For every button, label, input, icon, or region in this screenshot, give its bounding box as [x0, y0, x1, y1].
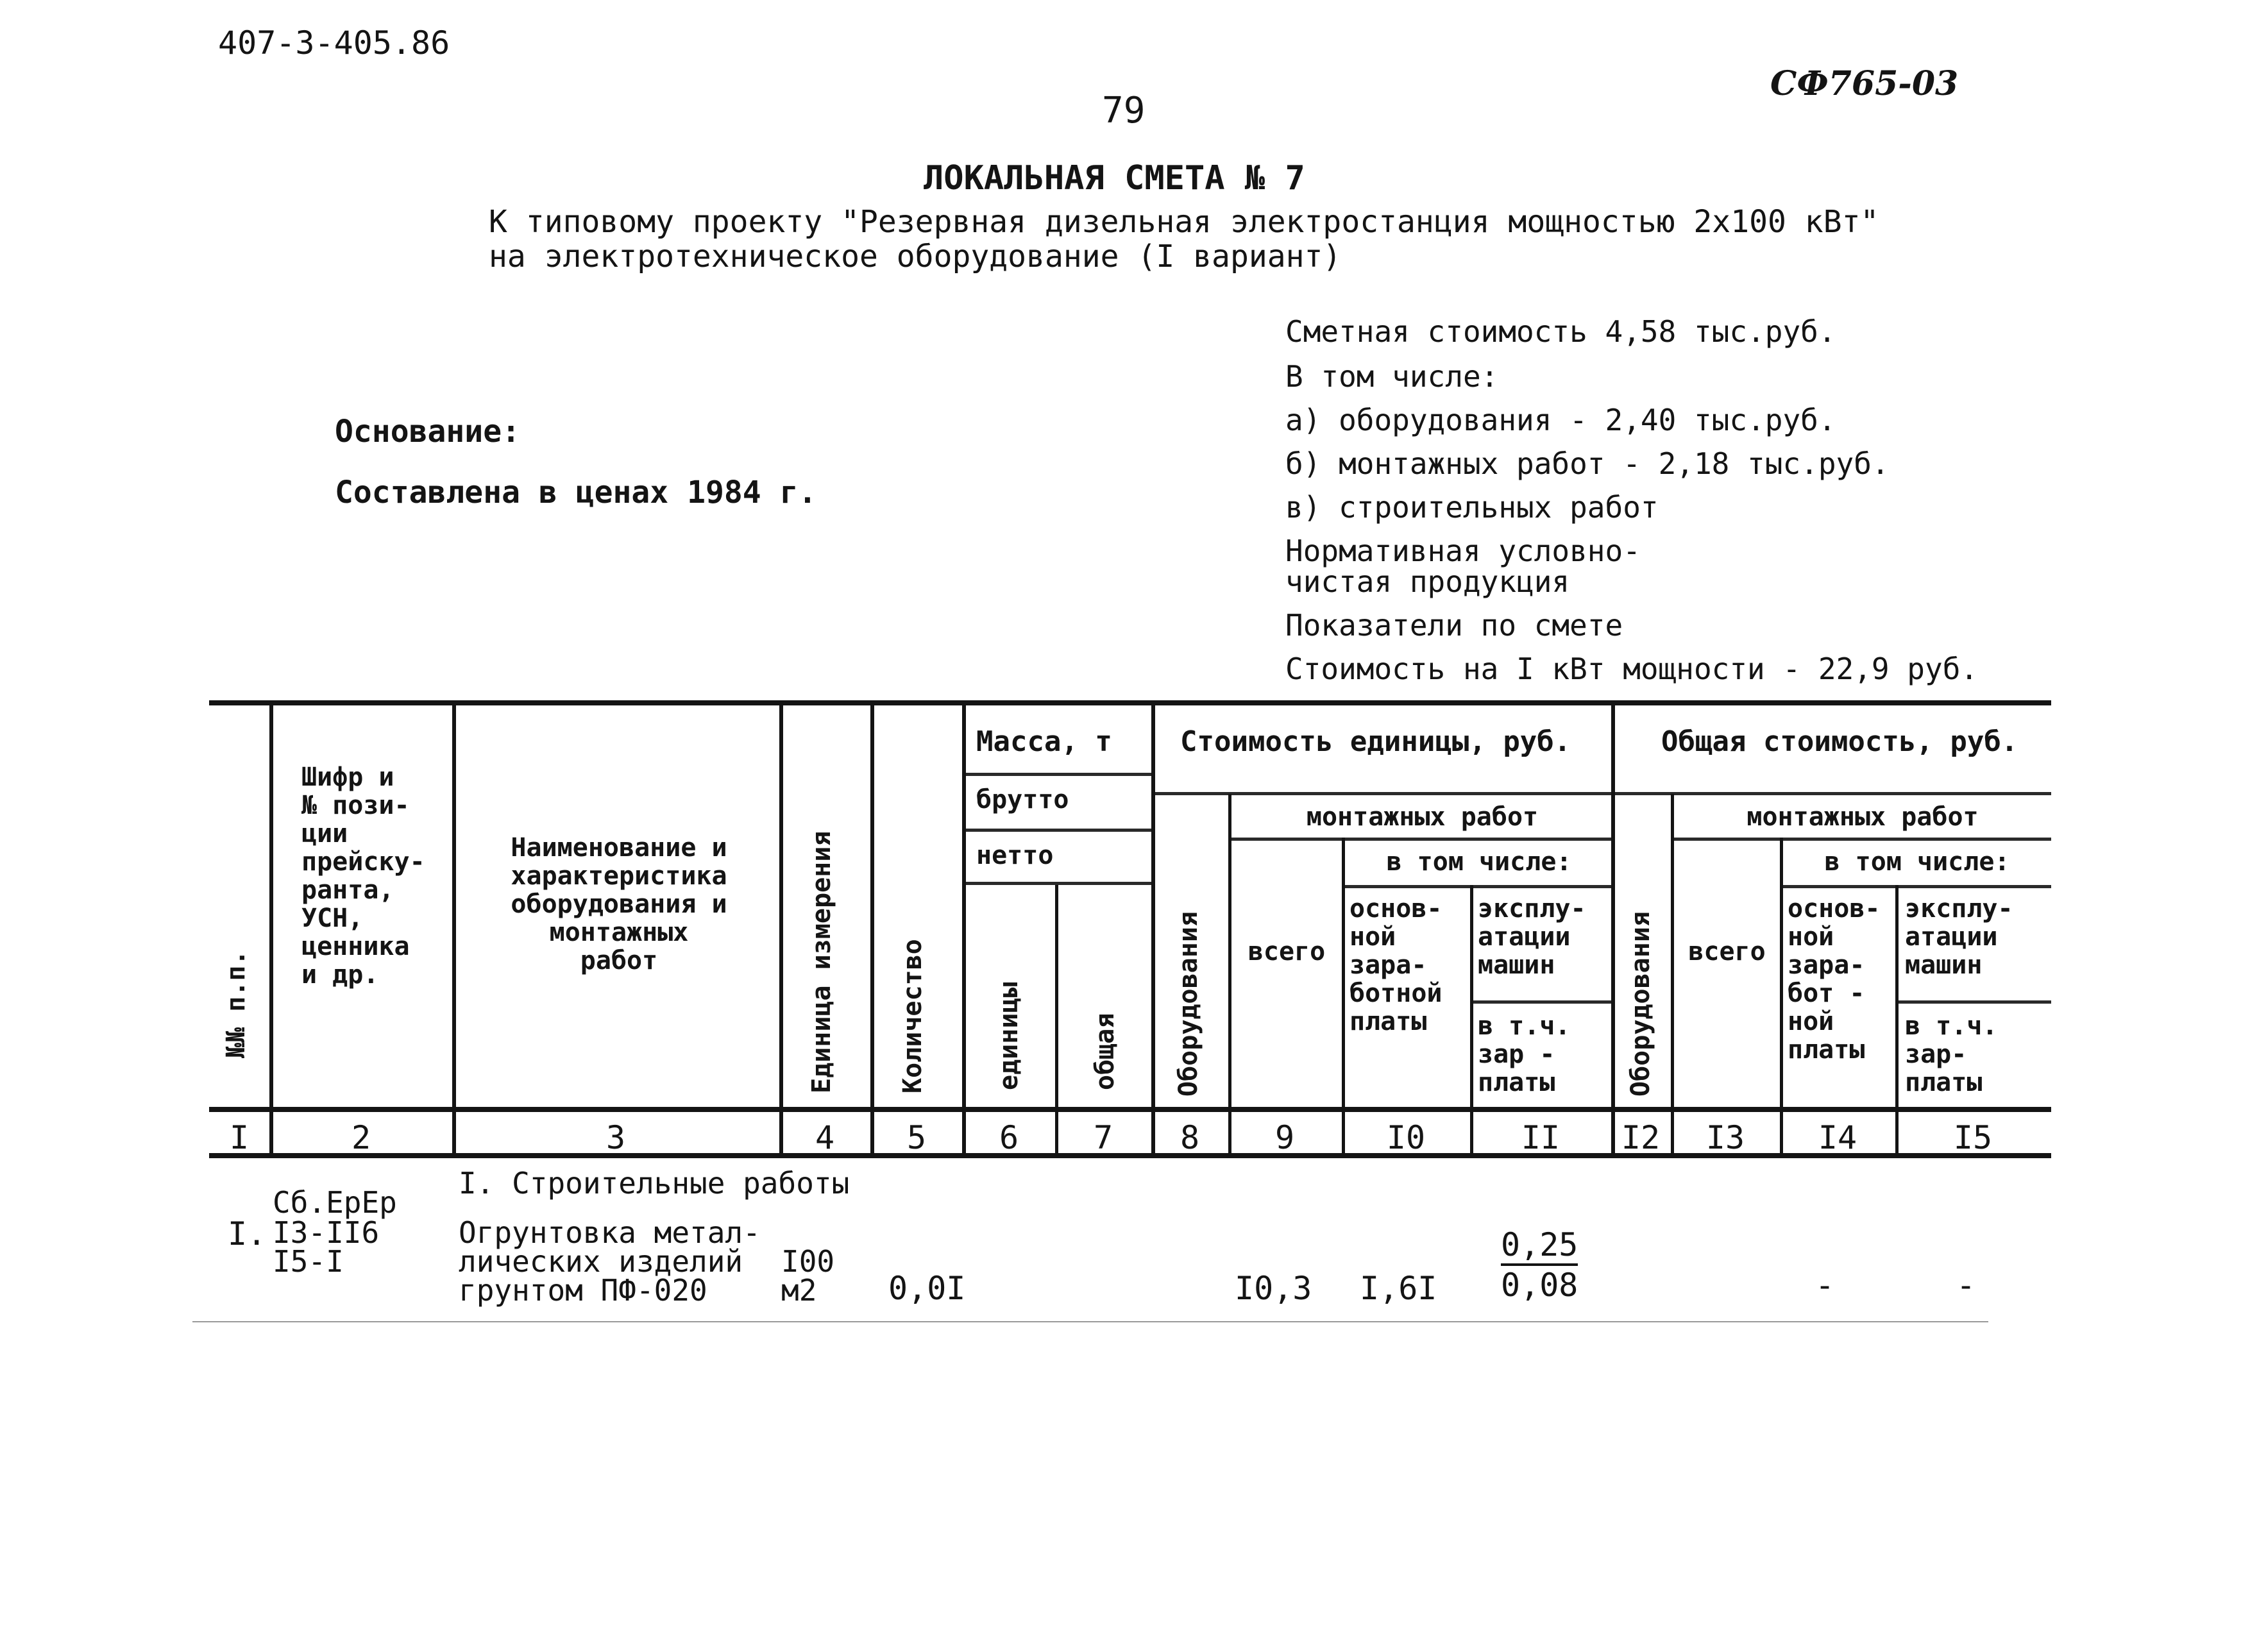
col-rule-7 [1151, 705, 1155, 1153]
row-code-3: I5-I [273, 1244, 344, 1279]
handwritten-stamp: СФ765-03 [1770, 64, 1959, 103]
col-rule-3 [779, 705, 783, 1153]
header-total-all: всего [1688, 937, 1766, 966]
column-number-9: 9 [1274, 1119, 1295, 1156]
column-number-10: I0 [1386, 1119, 1426, 1156]
summary-estimated-cost: Сметная стоимость 4,58 тыс.руб. [1285, 314, 1836, 349]
total-machines-rule [1895, 1000, 2051, 1004]
subtitle-line-2: на электротехническое оборудование (I вариант) [489, 239, 1342, 274]
column-number-14: I4 [1818, 1119, 1857, 1156]
col-rule-6 [1055, 885, 1058, 1153]
summary-cost-per-kw: Стоимость на I кВт мощности - 22,9 руб. [1285, 652, 1979, 686]
total-incl-rule [1780, 885, 2051, 888]
row-machines: 0,25 [1501, 1226, 1578, 1266]
col-rule-12 [1671, 794, 1674, 1153]
column-number-7: 7 [1093, 1119, 1113, 1156]
column-number-6: 6 [999, 1119, 1019, 1156]
summary-including: В том числе: [1285, 359, 1499, 394]
summary-equipment: а) оборудования - 2,40 тыс.руб. [1285, 403, 1836, 437]
document-code: 407-3-405.86 [218, 24, 450, 62]
basis-label: Основание: [335, 414, 520, 450]
col-rule-13 [1780, 838, 1783, 1153]
column-number-12: I2 [1621, 1119, 1661, 1156]
cost-sub-rule [1155, 792, 2051, 795]
row-name-1: Огрунтовка метал- [459, 1215, 761, 1250]
row-total-machines: - [1956, 1267, 1976, 1304]
header-unit-installation: монтажных работ [1306, 802, 1539, 832]
header-unit-incl-wage: в т.ч. зар - платы [1478, 1011, 1571, 1097]
mass-sub-rule-3 [962, 882, 1155, 885]
basis-prices: Составлена в ценах 1984 г. [335, 475, 817, 510]
header-total-basic-wage: основ- ной зара- бот - ной платы [1788, 894, 1881, 1065]
summary-construction: в) строительных работ [1285, 490, 1659, 525]
row-unit-2: м2 [781, 1273, 817, 1308]
column-number-13: I3 [1705, 1119, 1745, 1156]
header-unit: Единица измерения [807, 830, 836, 1093]
row-total-basic-wage: - [1815, 1267, 1835, 1304]
col-rule-11 [1611, 705, 1615, 1153]
table-numbers-bottom-rule [209, 1153, 2051, 1158]
column-number-3: 3 [605, 1119, 626, 1156]
header-num: №№ п.п. [221, 950, 251, 1058]
col-rule-2 [452, 705, 456, 1153]
section-title: I. Строительные работы [459, 1166, 850, 1201]
unit-machines-rule [1470, 1000, 1613, 1004]
header-total-equipment: Оборудования [1626, 911, 1655, 1097]
header-unit-equipment: Оборудования [1174, 911, 1203, 1097]
table-top-rule [209, 700, 2051, 705]
unit-install-rule [1228, 838, 1613, 841]
header-gross: брутто [976, 785, 1069, 814]
header-total-machines: эксплу- атации машин [1905, 894, 2013, 980]
row-incl-wage: 0,08 [1501, 1267, 1578, 1304]
mass-sub-rule-2 [962, 829, 1155, 832]
header-total-installation: монтажных работ [1747, 802, 1979, 832]
row-code-1: Сб.ЕрЕр [273, 1185, 397, 1220]
col-rule-10 [1470, 885, 1473, 1153]
col-rule-9 [1342, 838, 1345, 1153]
col-rule-5 [962, 705, 966, 1153]
column-number-5: 5 [906, 1119, 927, 1156]
header-unit-cost: Стоимость единицы, руб. [1180, 725, 1571, 758]
header-code: Шифр и № пози- ции прейску- ранта, УСН, ценника и др. [301, 763, 425, 990]
row-code-2: I3-II6 [273, 1215, 380, 1250]
row-name-3: грунтом ПФ-020 [459, 1273, 707, 1308]
column-number-8: 8 [1180, 1119, 1200, 1156]
header-mass-total: общая [1090, 1013, 1120, 1090]
header-total-cost: Общая стоимость, руб. [1661, 725, 2018, 758]
row-quantity: 0,0I [888, 1270, 966, 1307]
row-num: I. [228, 1215, 267, 1252]
table-header-bottom-rule [209, 1107, 2051, 1112]
column-number-2: 2 [351, 1119, 371, 1156]
col-rule-14 [1895, 885, 1899, 1153]
header-total-including: в том числе: [1824, 847, 2010, 877]
header-net: нетто [976, 841, 1054, 870]
summary-normative-2: чистая продукция [1285, 564, 1570, 599]
unit-incl-rule [1342, 885, 1613, 888]
header-unit-machines: эксплу- атации машин [1478, 894, 1586, 980]
column-number-4: 4 [815, 1119, 835, 1156]
summary-indicators: Показатели по смете [1285, 608, 1623, 643]
row-unit-1: I00 [781, 1244, 835, 1279]
col-rule-8 [1228, 794, 1231, 1153]
header-total-incl-wage: в т.ч. зар- платы [1905, 1011, 1998, 1097]
header-quantity: Количество [898, 939, 927, 1093]
column-number-15: I5 [1953, 1119, 1993, 1156]
header-unit-all: всего [1248, 937, 1326, 966]
col-rule-1 [269, 705, 273, 1153]
column-number-1: I [229, 1119, 250, 1156]
page-title: ЛОКАЛЬНАЯ СМЕТА № 7 [924, 159, 1305, 198]
row-install-all: I0,3 [1235, 1270, 1312, 1307]
row-basic-wage: I,6I [1360, 1270, 1437, 1307]
column-number-11: II [1521, 1119, 1561, 1156]
header-unit-basic-wage: основ- ной зара- ботной платы [1349, 894, 1442, 1036]
header-unit-including: в том числе: [1386, 847, 1572, 877]
row-name-2: лических изделий [459, 1244, 743, 1279]
page-number: 79 [1102, 90, 1146, 131]
mass-sub-rule-1 [962, 773, 1155, 776]
col-rule-4 [870, 705, 874, 1153]
header-name: Наименование и характеристика оборудования и монтажных работ [511, 833, 727, 975]
summary-normative-1: Нормативная условно- [1285, 534, 1641, 568]
header-mass-unit: единицы [994, 982, 1024, 1090]
total-install-rule [1671, 838, 2051, 841]
summary-installation: б) монтажных работ - 2,18 тыс.руб. [1285, 446, 1890, 481]
scan-dotted-line [192, 1321, 1988, 1322]
subtitle-line-1: К типовому проекту "Резервная дизельная электростанция мощностью 2х100 кВт" [489, 204, 1879, 240]
header-mass: Масса, т [976, 725, 1112, 758]
